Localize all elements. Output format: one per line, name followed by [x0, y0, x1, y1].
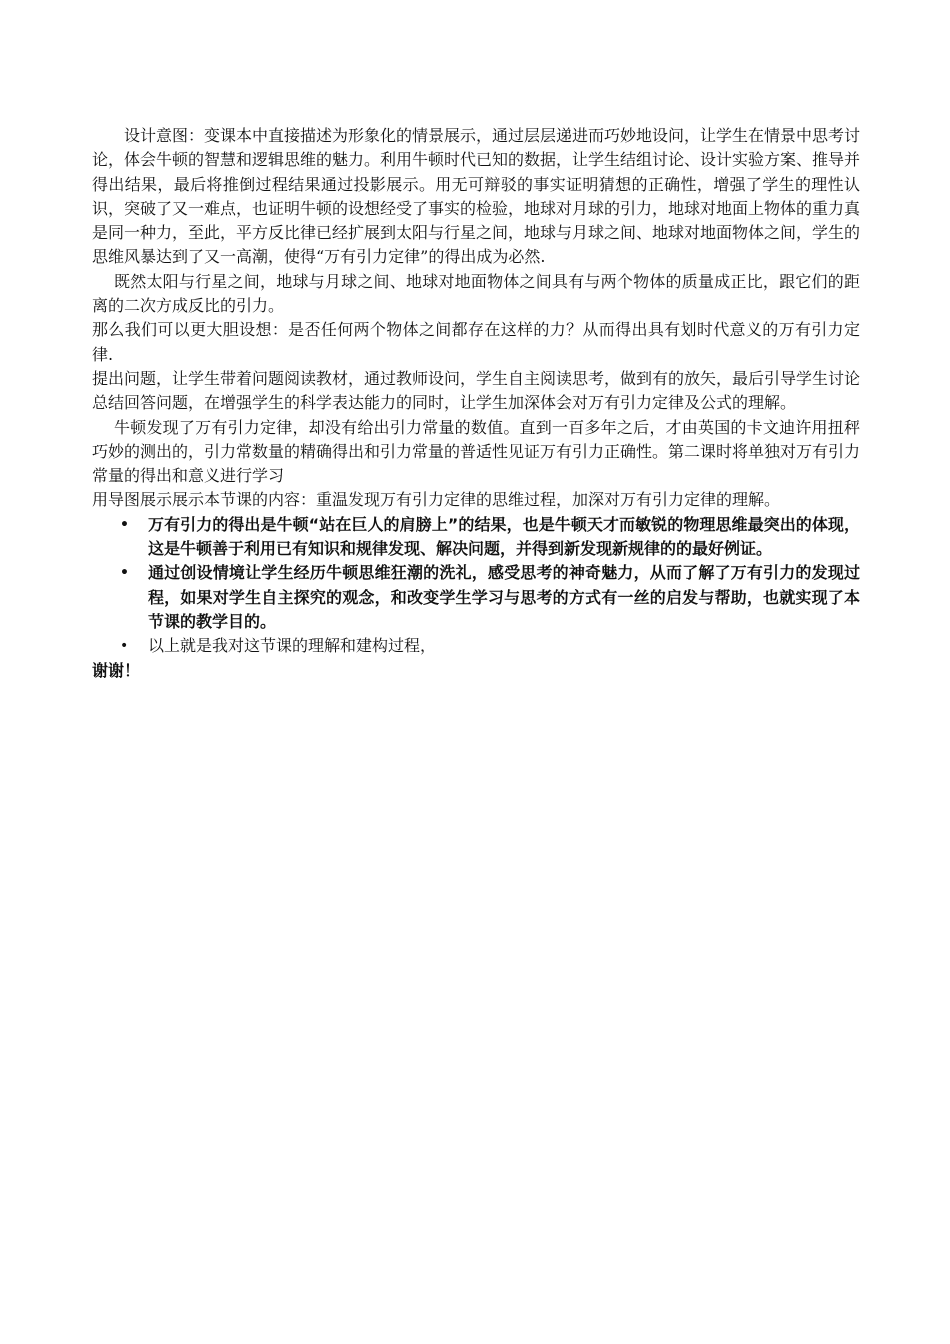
paragraph-bold-hypothesis: 那么我们可以更大胆设想：是否任何两个物体之间都存在这样的力？从而得出具有划时代意义的万有引力定律. — [92, 320, 860, 364]
paragraph-inverse-square: 既然太阳与行星之间，地球与月球之间、地球对地面物体之间具有与两个物体的质量成正比，跟它们的距离的二次方成反比的引力。 — [92, 271, 860, 316]
bullet-item-newton-giants — [92, 513, 860, 562]
paragraph-design-intent: 设计意图：变课本中直接描述为形象化的情景展示，通过层层递进而巧妙地设问，让学生在情景中思考讨论，体会牛顿的智慧和逻辑思维的魅力。利用牛顿时代已知的数据，让学生结组讨论、设计实验方案、推导并得出结果，最后将推倒过程结果通过投影展示。用无可辩驳的事实证明猜想的正确性，增强了学生的理性认识，突破了又一难点，也证明牛顿的设想经受了事实的检验，地球对月球的引力，地球对地面上物体的重力真是同一种力，至此，平方反比律已经扩展到太阳与行星之间，地球与月球之间、地球对地面物体之间，学生的思维风暴达到了又一高潮，使得“万有引力定律”的得出成为必然. — [92, 126, 861, 267]
bullet-item-conclusion — [92, 634, 860, 658]
paragraph-mind-map: 用导图展示展示本节课的内容：重温发现万有引力定律的思维过程，加深对万有引力定律的理解。 — [92, 490, 781, 510]
bullet-mark: • — [120, 638, 129, 655]
bullet-item-teaching-goal — [92, 561, 860, 634]
paragraph-gravitational-constant: 牛顿发现了万有引力定律，却没有给出引力常量的数值。直到一百多年之后，才由英国的卡文迪许用扭秤巧妙的测出的，引力常数量的精确得出和引力常量的普适性见证万有引力正确性。第二课时将单独对万有引力常量的得出和意义进行学习 — [92, 417, 861, 486]
summary-bullet-list — [92, 513, 860, 659]
bullet-text: 以上就是我对这节课的理解和建构过程， — [148, 636, 437, 656]
closing-thanks: 谢谢！ — [92, 660, 141, 680]
bullet-mark: • — [120, 516, 129, 533]
document-page — [92, 124, 860, 683]
bullet-text: 通过创设情境让学生经历牛顿思维狂潮的洗礼，感受思考的神奇魅力，从而了解了万有引力的发现过程，如果对学生自主探究的观念，和改变学生学习与思考的方式有一丝的启发与帮助，也就实现了本节课的教学目的。 — [148, 563, 860, 631]
bullet-text: 万有引力的得出是牛顿“站在巨人的肩膀上”的结果，也是牛顿天才而敏锐的物理思维最突出的体现，这是牛顿善于利用已有知识和规律发现、解决问题，并得到新发现新规律的的最好例证。 — [148, 514, 860, 559]
bullet-mark: • — [120, 565, 129, 582]
paragraph-reading-questions: 提出问题，让学生带着问题阅读教材，通过教师设问，学生自主阅读思考，做到有的放矢，最后引导学生讨论总结回答问题，在增强学生的科学表达能力的同时，让学生加深体会对万有引力定律及公式的理解。 — [92, 368, 861, 413]
